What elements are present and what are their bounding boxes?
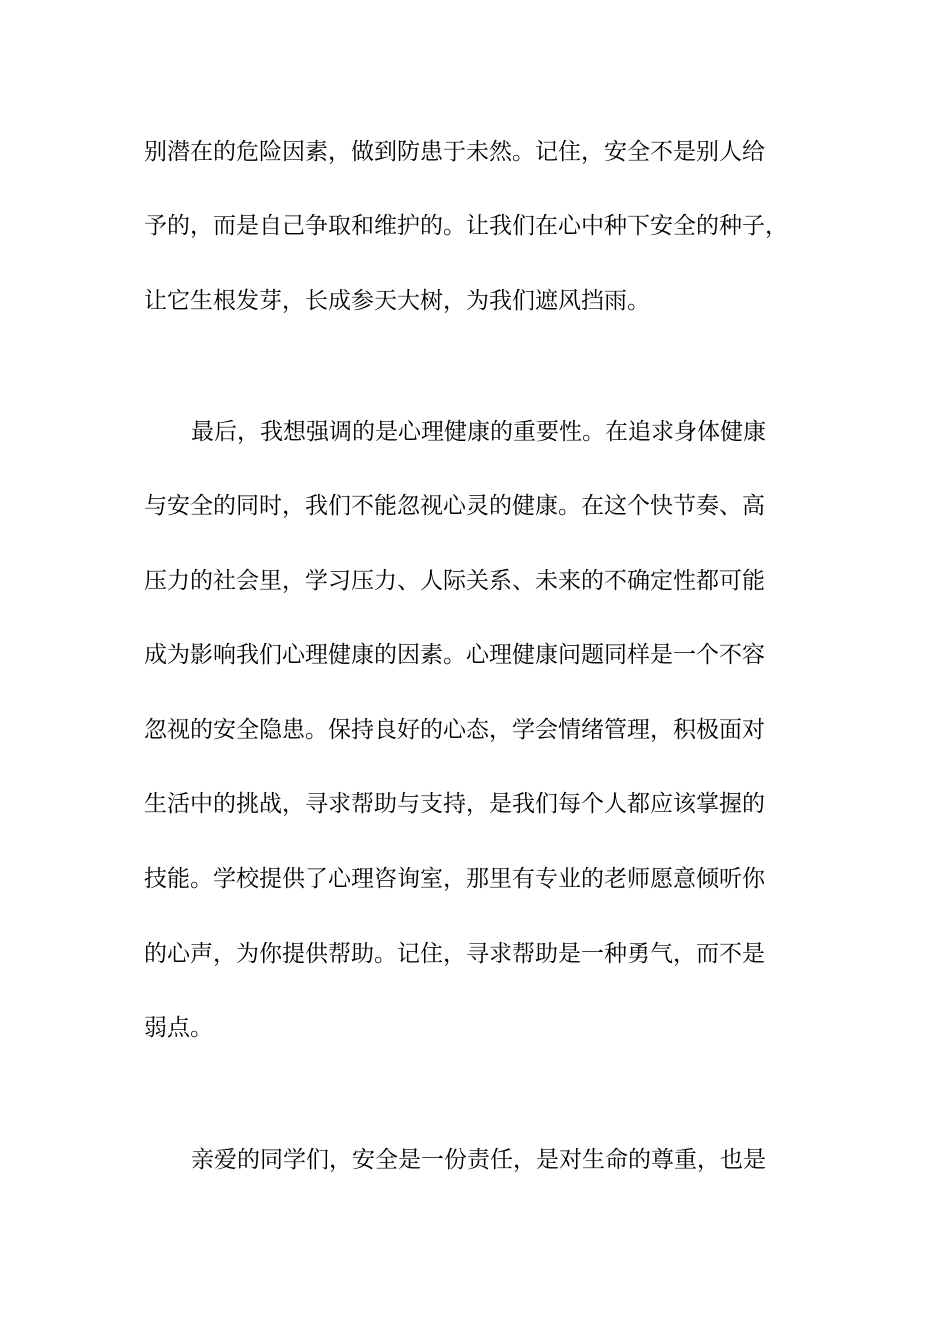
text-line: 亲爱的同学们，安全是一份责任，是对生命的尊重，也是 [191, 1147, 766, 1173]
text-line: 与安全的同时，我们不能忽视心灵的健康。在这个快节奏、高 [144, 493, 765, 519]
text-line: 压力的社会里，学习压力、人际关系、未来的不确定性都可能 [144, 568, 765, 594]
text-line: 生活中的挑战，寻求帮助与支持，是我们每个人都应该掌握的 [144, 791, 765, 817]
text-line: 予的，而是自己争取和维护的。让我们在心中种下安全的种子， [144, 213, 788, 239]
text-line: 技能。学校提供了心理咨询室，那里有专业的老师愿意倾听你 [144, 866, 765, 892]
text-line: 别潜在的危险因素，做到防患于未然。记住，安全不是别人给 [144, 139, 765, 165]
text-line: 忽视的安全隐患。保持良好的心态，学会情绪管理，积极面对 [144, 717, 765, 743]
text-line: 成为影响我们心理健康的因素。心理健康问题同样是一个不容 [144, 642, 765, 668]
text-line: 的心声，为你提供帮助。记住，寻求帮助是一种勇气，而不是 [144, 941, 765, 967]
text-line: 最后，我想强调的是心理健康的重要性。在追求身体健康 [191, 419, 766, 445]
text-line: 弱点。 [144, 1015, 213, 1041]
text-line: 让它生根发芽，长成参天大树，为我们遮风挡雨。 [144, 288, 650, 314]
